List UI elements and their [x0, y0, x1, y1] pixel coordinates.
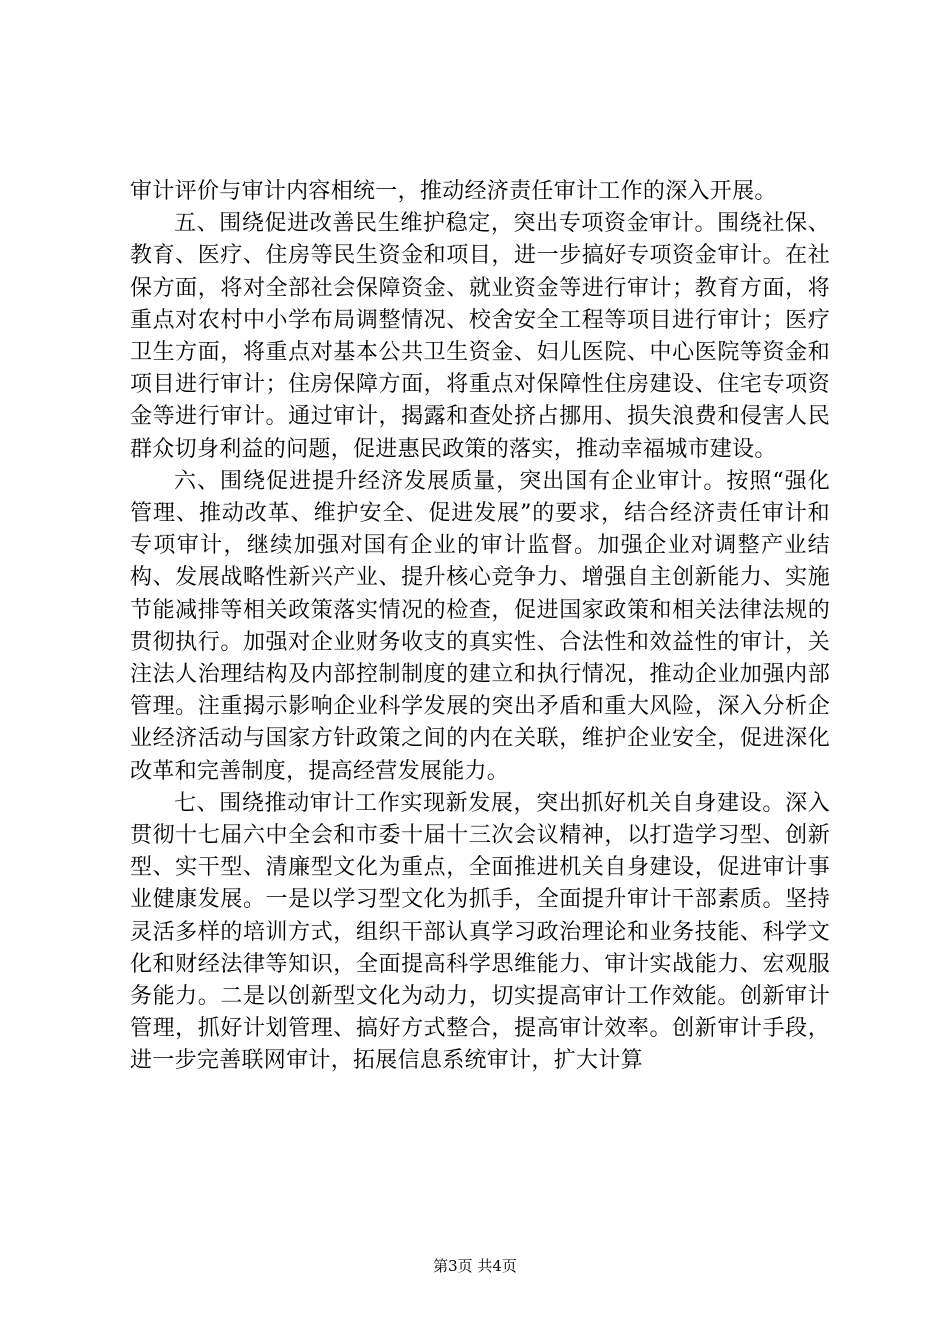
page-number-footer: 第3页 共4页 [433, 1257, 517, 1275]
paragraph-section-6: 六、围绕促进提升经济发展质量，突出国有企业审计。按照“强化管理、推动改革、维护安全、促进发展”的要求，结合经济责任审计和专项审计，继续加强对国有企业的审计监督。加强企业对调整产业结构、发展战略性新兴产业、提升核心竞争力、增强自主创新能力、实施节能减排等相关政策落实情况的检查，促进国家政策和相关法律法规的贯彻执行。加强对企业财务收支的真实性、合法性和效益性的审计，关注法人治理结构及内部控制制度的建立和执行情况，推动企业加强内部管理。注重揭示影响企业科学发展的突出矛盾和重大风险，深入分析企业经济活动与国家方针政策之间的内在关联，维护企业安全，促进深化改革和完善制度，提高经营发展能力。 [130, 468, 830, 784]
paragraph-section-7: 七、围绕推动审计工作实现新发展，突出抓好机关自身建设。深入贯彻十七届六中全会和市委十届十三次会议精神，以打造学习型、创新型、实干型、清廉型文化为重点，全面推进机关自身建设，促进审计事业健康发展。一是以学习型文化为抓手，全面提升审计干部素质。坚持灵活多样的培训方式，组织干部认真学习政治理论和业务技能、科学文化和财经法律等知识，全面提高科学思维能力、审计实战能力、宏观服务能力。二是以创新型文化为动力，切实提高审计工作效能。创新审计管理，抓好计划管理、搞好方式整合，提高审计效率。创新审计手段，进一步完善联网审计，拓展信息系统审计，扩大计算 [130, 790, 830, 1074]
paragraph-section-5: 五、围绕促进改善民生维护稳定，突出专项资金审计。围绕社保、教育、医疗、住房等民生资金和项目，进一步搞好专项资金审计。在社保方面，将对全部社会保障资金、就业资金等进行审计；教育方面，将重点对农村中小学布局调整情况、校舍安全工程等项目进行审计；医疗卫生方面，将重点对基本公共卫生资金、妇儿医院、中心医院等资金和项目进行审计；住房保障方面，将重点对保障性住房建设、住宅专项资金等进行审计。通过审计，揭露和查处挤占挪用、损失浪费和侵害人民群众切身利益的问题，促进惠民政策的落实，推动幸福城市建设。 [130, 211, 830, 462]
document-body [130, 176, 830, 1078]
paragraph-continuation: 审计评价与审计内容相统一，推动经济责任审计工作的深入开展。 [130, 179, 777, 204]
